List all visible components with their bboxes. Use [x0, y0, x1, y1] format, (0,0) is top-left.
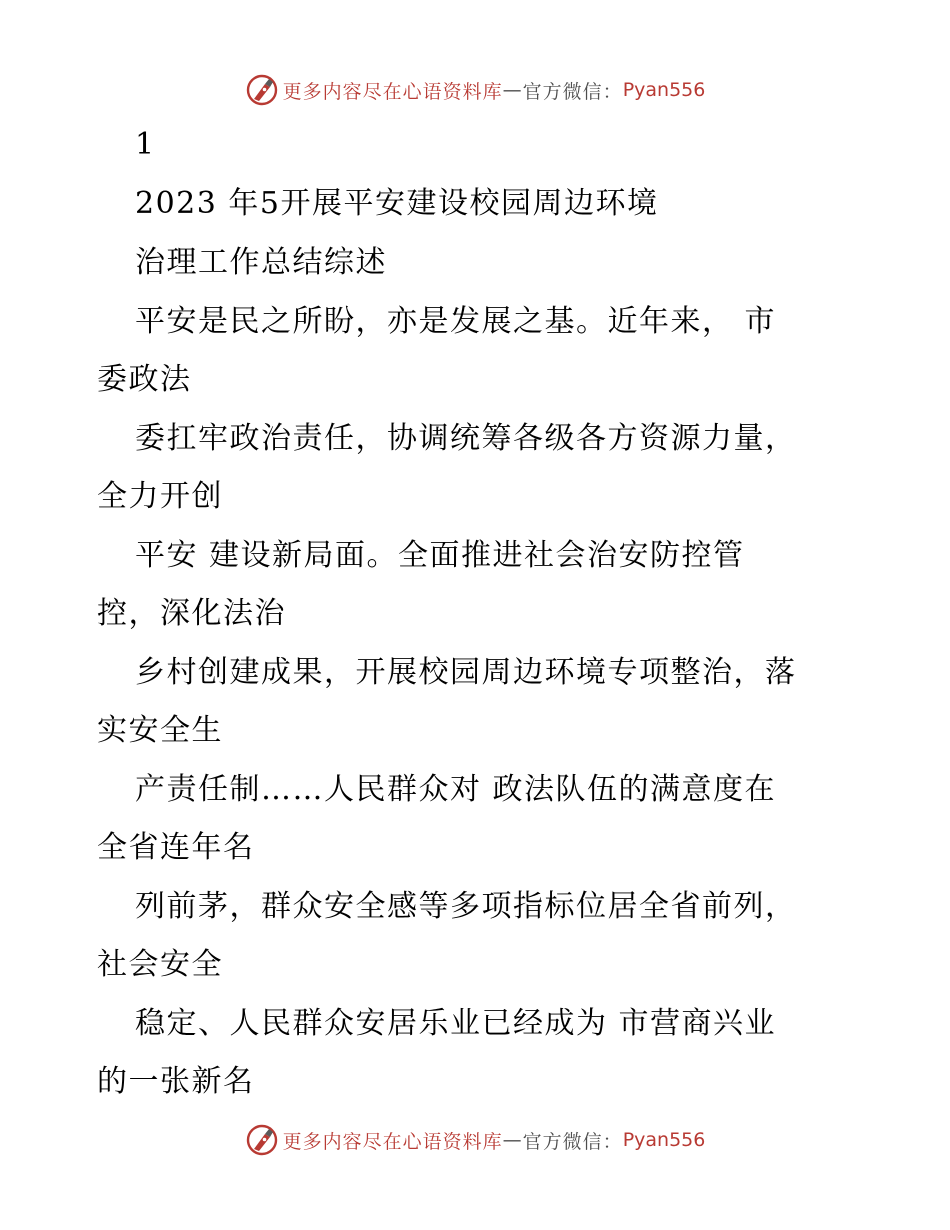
paragraph-line: 实安全生 [97, 713, 223, 748]
paragraph-line: 社会安全 [97, 947, 223, 982]
banner-official-label: 官方微信： [522, 1130, 623, 1153]
banner-wechat-id: Pyan556 [622, 79, 706, 101]
paragraph-line: 控，深化法治 [97, 596, 286, 631]
paragraph-line: 全省连年名 [97, 830, 255, 865]
header-banner [0, 70, 950, 110]
banner-site-name: 更多内容尽在心语资料库 [282, 1130, 503, 1153]
paragraph-line: 列前茅，群众安全感等多项指标位居全省前列， [135, 889, 797, 924]
pen-nib-logo-icon [245, 73, 279, 107]
paragraph-line: 委扛牢政治责任，协调统筹各级各方资源力量， [135, 421, 797, 456]
pen-nib-logo-icon [245, 1123, 279, 1157]
footer-banner [0, 1120, 950, 1160]
paragraph-line: 稳定、人民群众安居乐业已经成为 市营商兴业 [135, 1006, 777, 1041]
banner-official-label: 官方微信： [522, 80, 623, 103]
page-number: 1 [135, 127, 156, 162]
paragraph-line: 产责任制……人民群众对 政法队伍的满意度在 [135, 772, 777, 807]
document-title-line-1: 2023 年5开展平安建设校园周边环境 [135, 186, 659, 221]
paragraph-line: 的一张新名 [97, 1064, 255, 1099]
paragraph-line: 乡村创建成果，开展校园周边环境专项整治，落 [135, 655, 797, 690]
banner-wechat-id: Pyan556 [622, 1129, 706, 1151]
paragraph-line: 平安 建设新局面。全面推进社会治安防控管 [135, 538, 745, 573]
banner-site-name: 更多内容尽在心语资料库 [282, 80, 503, 103]
paragraph-line: 全力开创 [97, 479, 223, 514]
paragraph-line: 委政法 [97, 362, 192, 397]
banner-dash: — [502, 1129, 523, 1151]
paragraph-line: 平安是民之所盼，亦是发展之基。近年来， 市 [135, 304, 777, 339]
document-title-line-2: 治理工作总结综述 [135, 245, 387, 280]
banner-dash: — [502, 79, 523, 101]
